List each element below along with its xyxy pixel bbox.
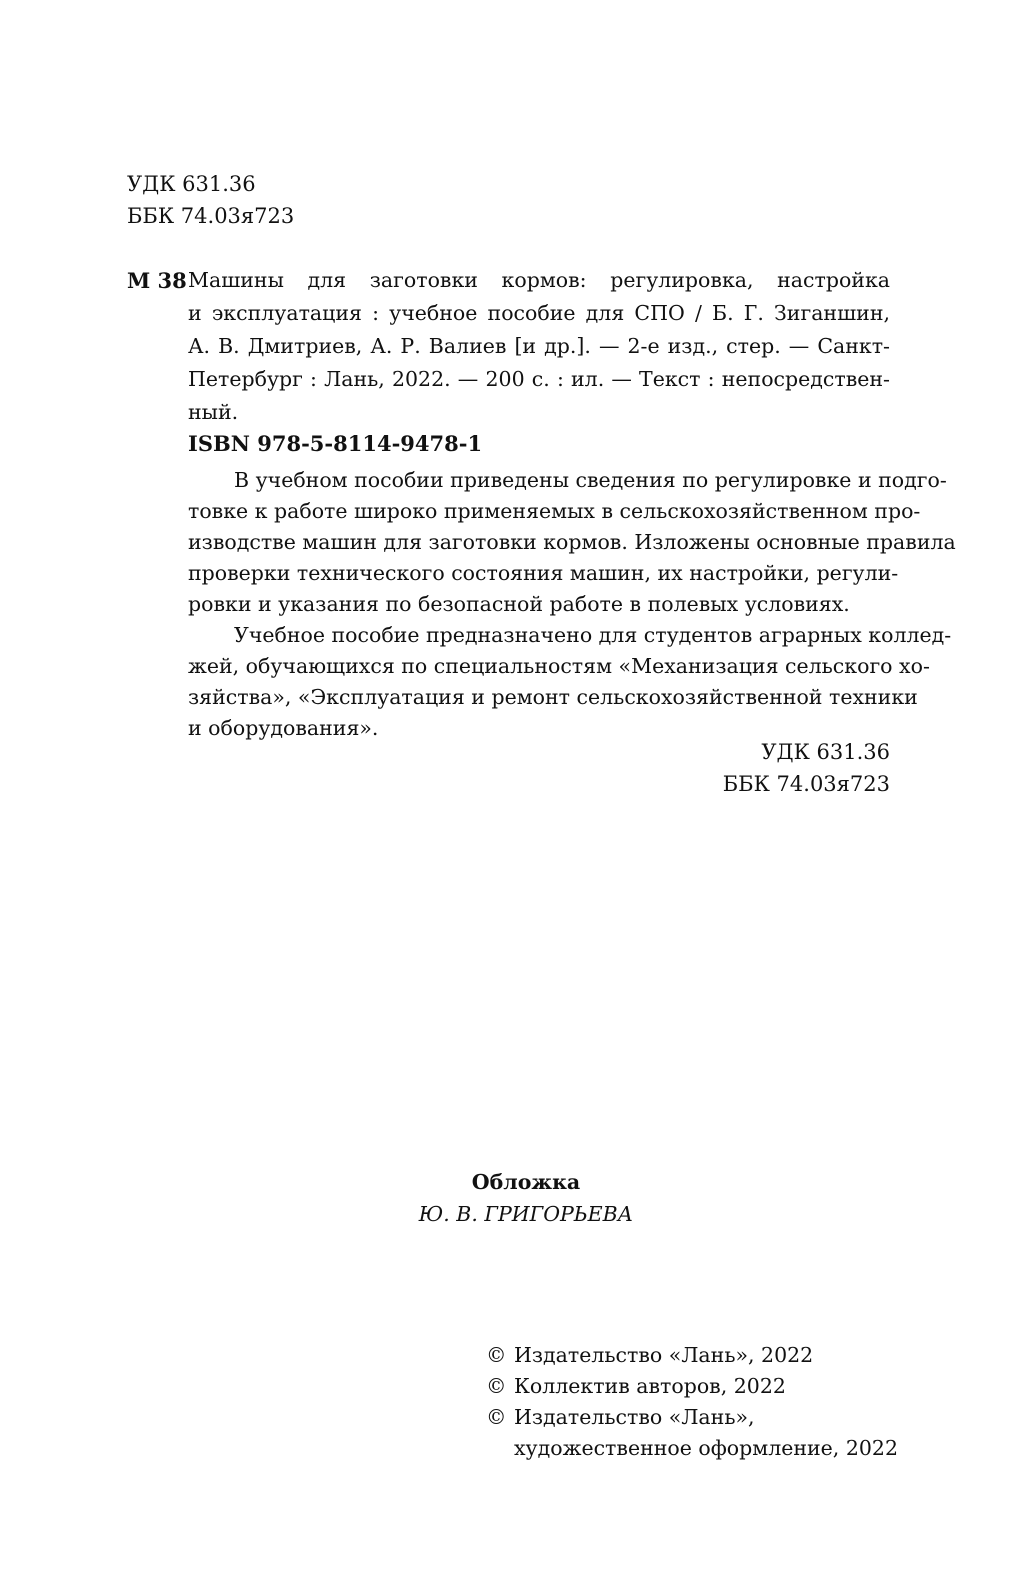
copyright-row — [486, 1402, 898, 1433]
copyright-row — [486, 1433, 898, 1464]
abstract-line: изводстве машин для заготовки кормов. Изложены основные правила — [188, 530, 956, 554]
biblio-line: ный. — [188, 400, 239, 424]
copyright-row — [486, 1371, 898, 1402]
biblio-line: А. В. Дмитриев, А. Р. Валиев [и др.]. — 2-е изд., стер. — Санкт- — [188, 334, 890, 358]
bbk-code-bottom: ББК 74.03я723 — [722, 772, 890, 796]
cover-artist: Ю. В. ГРИГОРЬЕВА — [418, 1202, 634, 1226]
copyright-row — [486, 1340, 898, 1371]
copyright-line: Коллектив авторов, 2022 — [514, 1374, 786, 1398]
copyright-line: Издательство «Лань», 2022 — [514, 1343, 814, 1367]
copyright-symbol: © — [486, 1343, 507, 1367]
abstract-line: ровки и указания по безопасной работе в полевых условиях. — [188, 592, 850, 616]
bibliographic-description — [188, 264, 890, 429]
author-mark: М 38 — [127, 268, 187, 293]
udk-code-bottom: УДК 631.36 — [761, 740, 890, 764]
copyright-block — [486, 1340, 898, 1464]
bbk-code-top: ББК 74.03я723 — [127, 204, 295, 228]
biblio-line: Петербург : Лань, 2022. — 200 с. : ил. — Текст : непосредствен- — [188, 367, 890, 391]
biblio-line: Машины для заготовки кормов: регулировка, настройка — [188, 268, 890, 292]
abstract-line: Учебное пособие предназначено для студентов аграрных коллед- — [234, 623, 952, 647]
isbn: ISBN 978-5-8114-9478-1 — [188, 431, 483, 456]
classification-bottom — [723, 736, 890, 800]
biblio-line: и эксплуатация : учебное пособие для СПО / Б. Г. Зиганшин, — [188, 301, 890, 325]
abstract-line: жей, обучающихся по специальностям «Механизация сельского хо- — [188, 654, 930, 678]
udk-code-top: УДК 631.36 — [127, 172, 256, 196]
copyright-line: Издательство «Лань», — [514, 1405, 755, 1429]
copyright-symbol: © — [486, 1374, 507, 1398]
abstract-line: проверки технического состояния машин, их настройки, регули- — [188, 561, 899, 585]
copyright-symbol: © — [486, 1405, 507, 1429]
abstract-line: В учебном пособии приведены сведения по регулировке и подго- — [234, 468, 947, 492]
abstract-line: и оборудования». — [188, 716, 379, 740]
classification-top — [127, 168, 294, 232]
cover-label: Обложка — [471, 1170, 581, 1194]
cover-credit — [0, 1166, 1012, 1230]
abstract-line: зяйства», «Эксплуатация и ремонт сельскохозяйственной техники — [188, 685, 918, 709]
abstract-line: товке к работе широко применяемых в сельскохозяйственном про- — [188, 499, 921, 523]
copyright-line: художественное оформление, 2022 — [514, 1436, 899, 1460]
abstract — [188, 465, 956, 744]
